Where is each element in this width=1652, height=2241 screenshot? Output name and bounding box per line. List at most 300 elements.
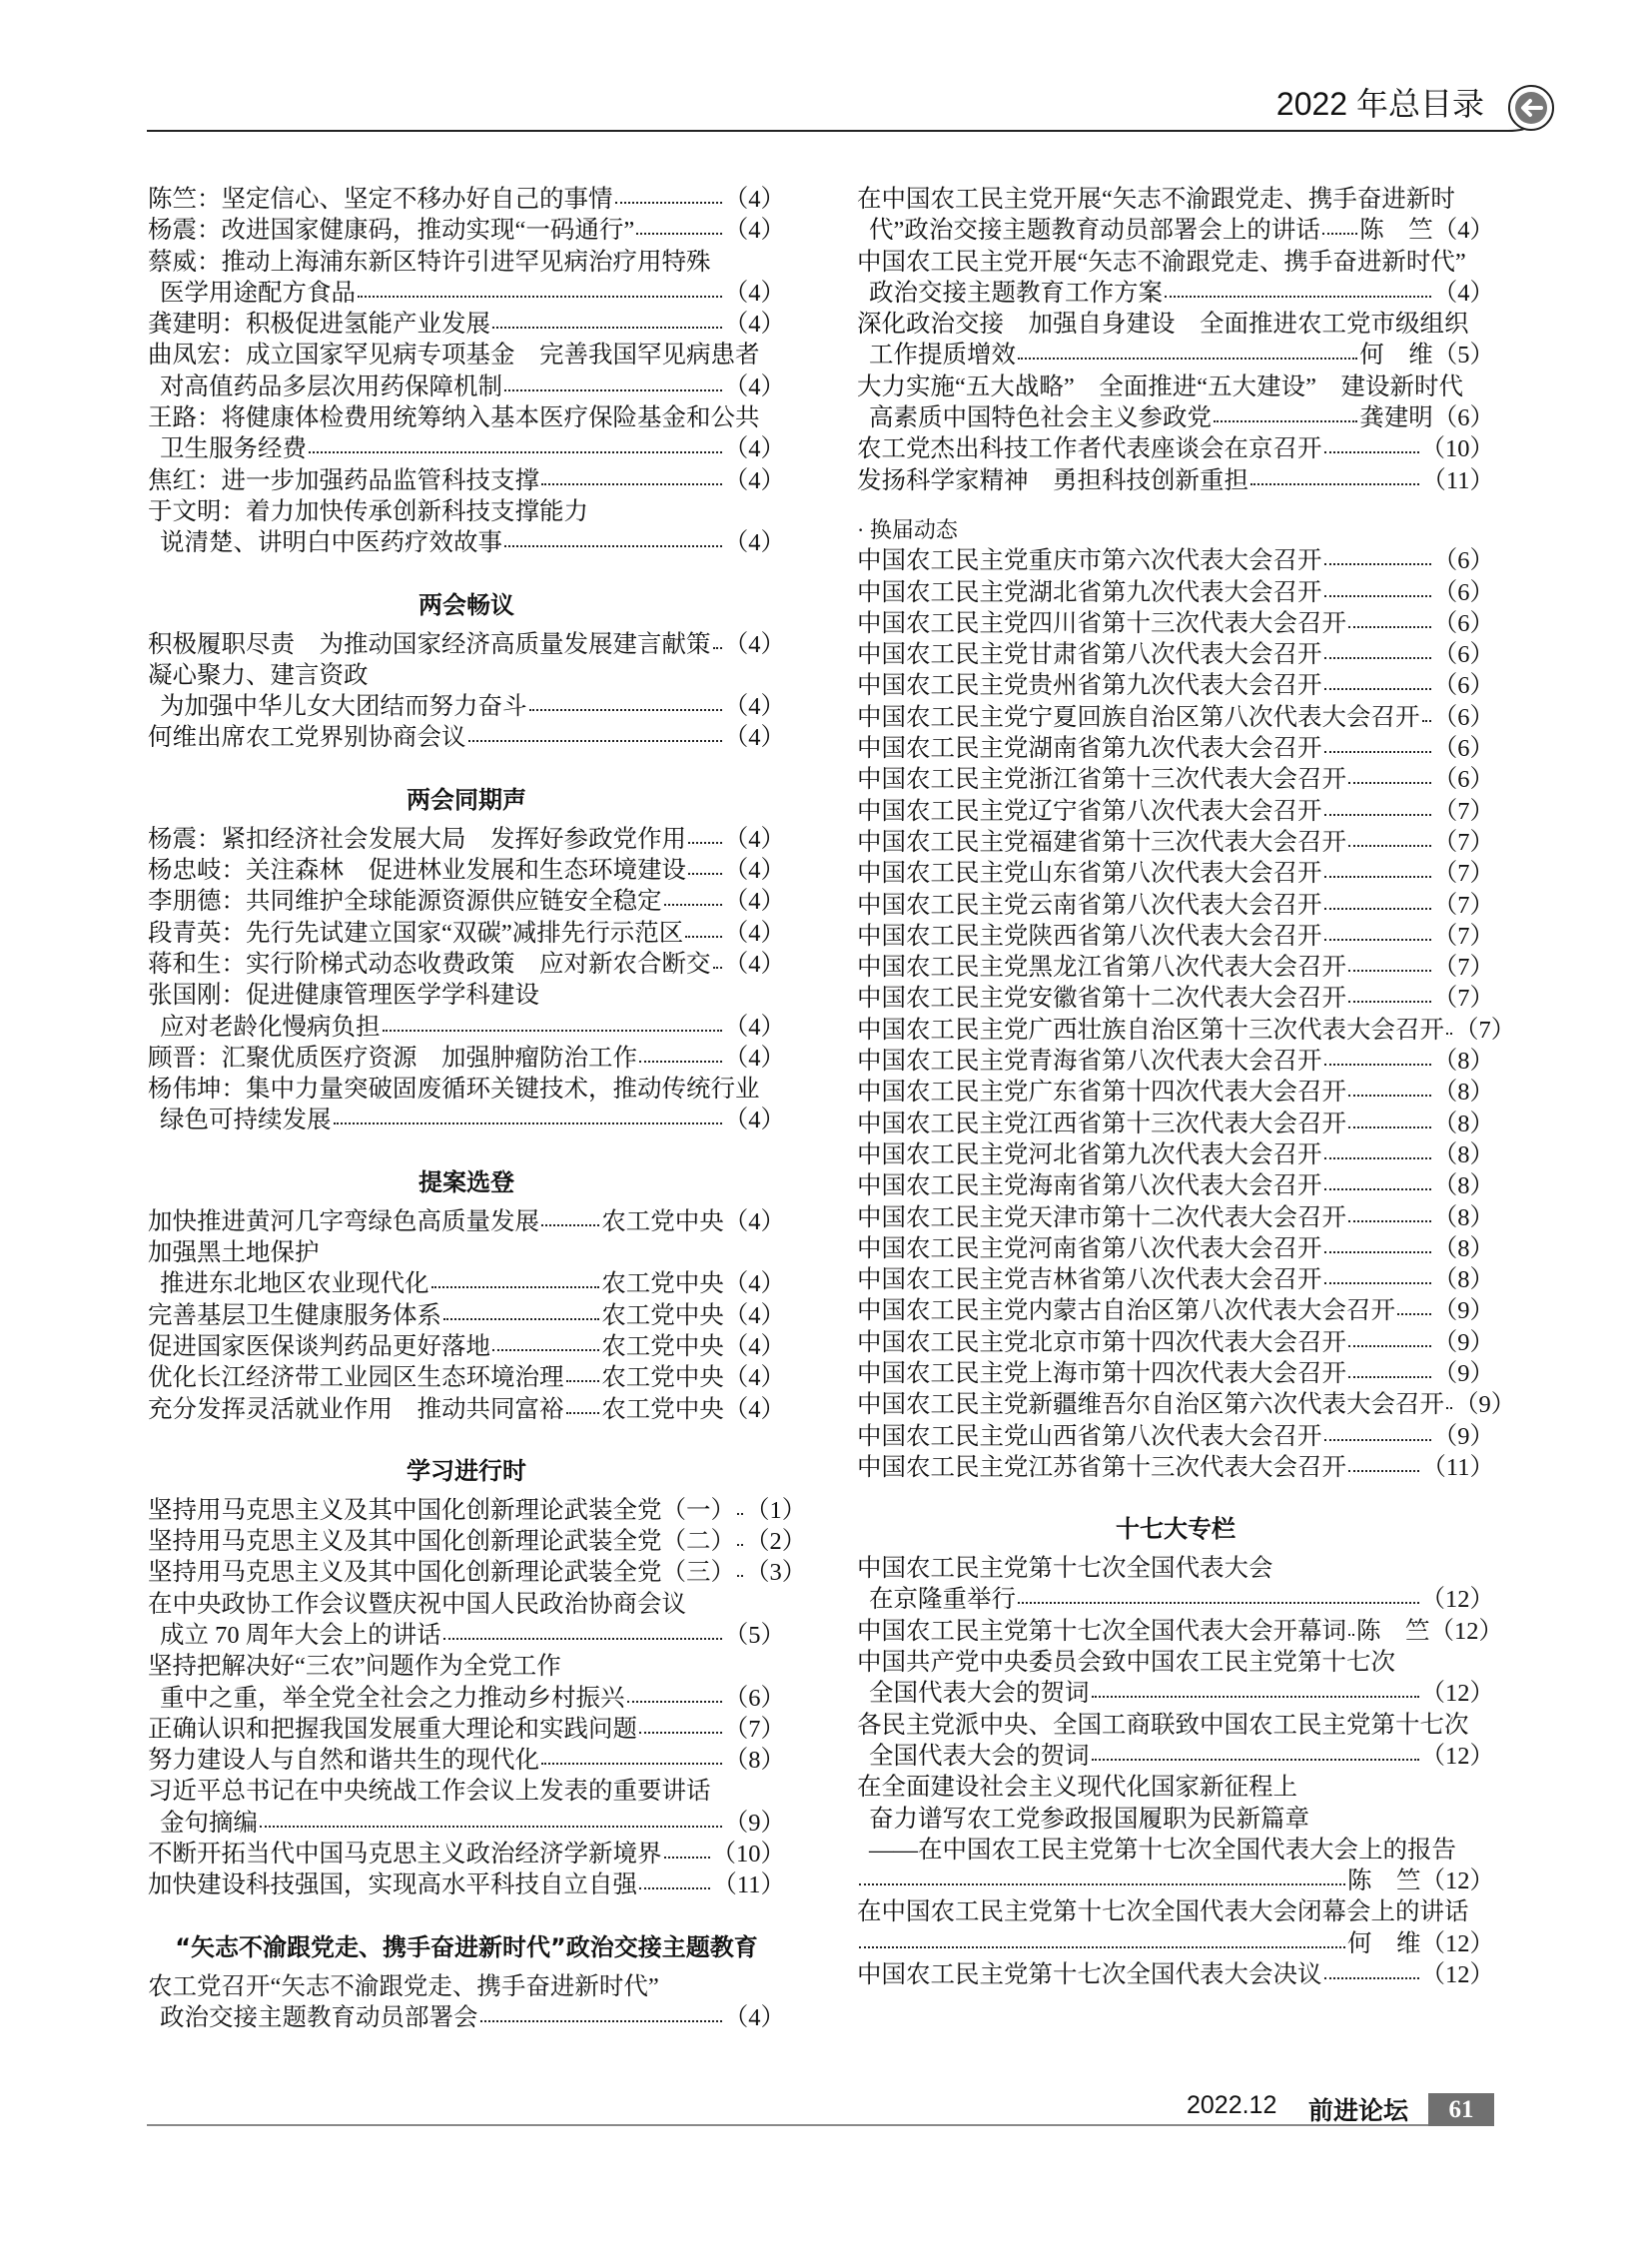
toc-entry-line — [148, 980, 785, 1011]
toc-entry[interactable] — [148, 1839, 785, 1869]
toc-entry[interactable] — [148, 1776, 785, 1839]
toc-entry-last-line — [148, 465, 785, 496]
toc-entry-page: （4） — [723, 1107, 785, 1134]
toc-entry-page: （4） — [723, 1207, 785, 1235]
toc-entry-last-line — [857, 890, 1494, 921]
dot-leader — [1250, 479, 1419, 485]
toc-entry-line — [857, 1647, 1494, 1678]
toc-entry-title: 何维出席农工党界别协商会议 — [148, 724, 466, 752]
toc-entry-last-line — [148, 1362, 785, 1393]
toc-entry-page: （12） — [1429, 1617, 1503, 1645]
dot-leader — [383, 1026, 722, 1032]
toc-entry[interactable] — [857, 1710, 1494, 1773]
toc-entry-last-line — [857, 983, 1494, 1014]
toc-entry-title: 推进东北地区农业现代化 — [160, 1270, 429, 1298]
toc-entry-line — [857, 184, 1494, 215]
dot-leader — [1348, 778, 1431, 784]
dot-leader — [713, 643, 722, 649]
toc-entry[interactable] — [857, 1358, 1494, 1389]
toc-entry[interactable] — [148, 980, 785, 1043]
toc-entry[interactable] — [857, 1959, 1494, 1990]
toc-entry-page: （11） — [1421, 1453, 1494, 1481]
toc-entry-title: 习近平总书记在中央统战工作会议上发表的重要讲话 — [148, 1778, 711, 1806]
toc-entry[interactable] — [857, 1896, 1494, 1959]
toc-entry-title: 凝心聚力、建言资政 — [148, 661, 369, 689]
toc-entry-author: 农工党中央 — [601, 1301, 724, 1329]
toc-entry[interactable] — [857, 702, 1494, 733]
toc-entry[interactable] — [857, 827, 1494, 858]
dot-leader — [859, 1879, 1345, 1885]
toc-entry-author: 龚建明 — [1359, 404, 1433, 432]
toc-entry-last-line — [857, 1584, 1494, 1615]
dot-leader — [685, 932, 722, 938]
dot-leader — [1446, 1403, 1452, 1409]
toc-entry-last-line — [857, 1866, 1494, 1896]
dot-leader — [615, 198, 722, 204]
toc-entry-last-line — [857, 215, 1494, 246]
toc-entry-title: 卫生服务经费 — [160, 435, 307, 463]
toc-entry-last-line — [857, 670, 1494, 701]
toc-entry[interactable] — [148, 465, 785, 496]
toc-entry-last-line — [857, 465, 1494, 496]
toc-entry-title: 陈竺：坚定信心、坚定不移办好自己的事情 — [148, 186, 613, 213]
toc-entry-last-line — [857, 545, 1494, 576]
toc-entry[interactable] — [148, 1043, 785, 1074]
toc-entry-last-line — [857, 1109, 1494, 1139]
section-heading: 学习进行时 — [407, 1456, 526, 1485]
toc-entry[interactable] — [148, 886, 785, 917]
dot-leader — [1018, 354, 1357, 360]
dot-leader — [1348, 1341, 1431, 1347]
toc-entry-page: （6） — [1432, 404, 1494, 432]
toc-entry-last-line — [148, 855, 785, 886]
toc-entry-last-line — [857, 952, 1494, 983]
toc-entry[interactable] — [148, 1971, 785, 2034]
dot-leader — [1324, 810, 1431, 816]
toc-entry-title: 中国农工民主党福建省第十三次代表大会召开 — [857, 828, 1346, 856]
toc-entry[interactable] — [857, 1452, 1494, 1483]
toc-entry[interactable] — [857, 952, 1494, 983]
toc-entry-page: （7） — [1432, 922, 1494, 950]
dot-leader — [1324, 447, 1419, 453]
toc-entry[interactable] — [148, 496, 785, 559]
toc-entry-page: （8） — [1432, 1234, 1494, 1262]
toc-entry-title: 优化长江经济带工业园区生态环境治理 — [148, 1364, 564, 1392]
toc-entry-title: 应对老龄化慢病负担 — [160, 1013, 381, 1041]
toc-entry-last-line — [148, 1526, 807, 1557]
dot-leader — [334, 1119, 722, 1124]
toc-entry-page: （4） — [723, 888, 785, 916]
toc-entry-title: 在全面建设社会主义现代化国家新征程上 — [857, 1774, 1297, 1802]
toc-entry[interactable] — [857, 433, 1494, 464]
toc-entry-title: 中国农工民主党第十七次全国代表大会 — [857, 1555, 1273, 1583]
toc-entry[interactable] — [148, 1589, 785, 1652]
toc-entry-last-line — [148, 722, 785, 753]
toc-entry-title: 中国农工民主党河北省第九次代表大会召开 — [857, 1140, 1322, 1168]
toc-entry-last-line — [148, 1012, 785, 1043]
section-heading: 提案选登 — [418, 1167, 514, 1196]
toc-entry-last-line — [857, 921, 1494, 952]
dot-leader — [260, 1822, 722, 1828]
toc-entry-title: 完善基层卫生健康服务体系 — [148, 1301, 441, 1329]
toc-entry-last-line — [857, 1170, 1494, 1201]
toc-entry-page: （4） — [723, 373, 785, 400]
toc-entry-last-line — [857, 1046, 1494, 1077]
toc-entry-title: 中国农工民主党辽宁省第八次代表大会召开 — [857, 797, 1322, 825]
toc-entry-last-line — [857, 1616, 1503, 1647]
toc-entry[interactable] — [857, 372, 1494, 434]
toc-entry-author: 农工党中央 — [601, 1332, 724, 1360]
toc-entry-last-line — [148, 1394, 785, 1425]
toc-entry-page: （6） — [1432, 609, 1494, 637]
dot-leader — [1324, 747, 1431, 753]
dot-leader — [737, 1540, 743, 1546]
header-rule — [0, 70, 1652, 150]
toc-entry-title: 段青英：先行先试建立国家“双碳”减排先行示范区 — [148, 919, 684, 947]
back-arrow-circle-icon[interactable] — [1509, 86, 1553, 130]
toc-entry-last-line — [148, 1331, 785, 1362]
toc-entry[interactable] — [148, 1557, 807, 1588]
toc-entry-last-line — [148, 918, 785, 949]
dot-leader — [566, 1408, 600, 1414]
dot-leader — [1214, 416, 1357, 422]
toc-entry[interactable] — [148, 1362, 785, 1393]
toc-entry-last-line — [857, 1015, 1516, 1046]
toc-entry-page: （12） — [1420, 1961, 1494, 1989]
toc-entry-last-line — [857, 702, 1494, 733]
toc-entry[interactable] — [857, 1772, 1494, 1896]
toc-entry-author: 农工党中央 — [601, 1207, 724, 1235]
toc-entry[interactable] — [857, 890, 1494, 921]
toc-entry-title: 正确认识和把握我国发展重大理论和实践问题 — [148, 1715, 637, 1743]
toc-entry[interactable] — [857, 309, 1494, 372]
dot-leader — [1348, 1122, 1431, 1128]
section-heading: 两会同期声 — [407, 785, 526, 814]
toc-entry[interactable] — [148, 629, 785, 660]
toc-entry-last-line — [148, 433, 785, 464]
dot-leader — [431, 1282, 600, 1288]
toc-entry-author: 农工党中央 — [601, 1270, 724, 1298]
toc-entry-page: （8） — [1432, 1266, 1494, 1294]
toc-entry-title: 焦红：进一步加强药品监管科技支撑 — [148, 466, 539, 494]
dot-leader — [1348, 622, 1431, 628]
toc-entry[interactable] — [857, 1170, 1494, 1201]
toc-entry-page: （4） — [723, 724, 785, 752]
toc-entry-title: 中国共产党中央委员会致中国农工民主党第十七次 — [857, 1649, 1395, 1677]
toc-entry[interactable] — [857, 921, 1494, 952]
toc-entry-title: 龚建明：积极促进氢能产业发展 — [148, 311, 490, 339]
toc-entry[interactable] — [857, 465, 1494, 496]
dot-leader — [1324, 872, 1431, 878]
toc-entry[interactable] — [148, 184, 785, 215]
toc-entry-page: （6） — [1432, 641, 1494, 669]
toc-entry-page: （4） — [723, 466, 785, 494]
toc-entry-last-line — [148, 1105, 785, 1135]
toc-entry[interactable] — [148, 247, 785, 310]
toc-entry-title: 顾晋：汇聚优质医疗资源 加强肿瘤防治工作 — [148, 1044, 637, 1072]
toc-left-column — [148, 184, 807, 2033]
toc-entry[interactable] — [148, 918, 785, 949]
toc-entry-title: 加快推进黄河几字弯绿色高质量发展 — [148, 1207, 539, 1235]
toc-entry[interactable] — [857, 1421, 1494, 1452]
toc-entry-last-line — [148, 1869, 785, 1900]
toc-entry-last-line — [857, 1421, 1494, 1452]
toc-entry-page: （5） — [723, 1621, 785, 1649]
toc-entry[interactable] — [148, 855, 785, 886]
toc-entry-page: （7） — [1454, 1016, 1516, 1044]
dot-leader — [480, 2016, 722, 2022]
toc-entry[interactable] — [148, 309, 785, 340]
toc-entry-title: 于文明：着力加快传承创新科技支撑能力 — [148, 497, 588, 525]
toc-entry[interactable] — [857, 733, 1494, 764]
toc-entry[interactable] — [857, 1077, 1494, 1108]
dot-leader — [1165, 292, 1431, 298]
toc-entry[interactable] — [148, 215, 785, 246]
toc-entry-last-line — [857, 1233, 1494, 1264]
toc-entry-line — [148, 1237, 785, 1268]
toc-entry-title: ——在中国农工民主党第十七次全国代表大会上的报告 — [869, 1836, 1456, 1864]
toc-entry-page: （4） — [723, 1270, 785, 1298]
toc-entry[interactable] — [148, 824, 785, 855]
footer-rule — [147, 2124, 1429, 2126]
dot-leader — [737, 1509, 743, 1515]
toc-entry-page: （4） — [723, 217, 785, 245]
toc-entry-line — [148, 1074, 785, 1105]
toc-entry[interactable] — [857, 1202, 1494, 1233]
toc-entry[interactable] — [857, 1389, 1516, 1420]
toc-entry-page: （4） — [723, 1364, 785, 1392]
toc-entry[interactable] — [857, 608, 1494, 639]
dot-leader — [737, 1571, 743, 1577]
toc-entry[interactable] — [857, 1015, 1516, 1046]
toc-entry-last-line — [857, 278, 1494, 309]
toc-entry-page: （1） — [745, 1496, 807, 1524]
toc-entry-page: （8） — [1432, 1110, 1494, 1137]
dot-leader — [1324, 1435, 1431, 1441]
toc-entry-last-line — [148, 1808, 785, 1839]
toc-entry-page: （12） — [1420, 1680, 1494, 1708]
toc-entry-title: 中国农工民主党天津市第十二次代表大会召开 — [857, 1203, 1346, 1231]
toc-entry-page: （12） — [1420, 1868, 1494, 1895]
dot-leader — [309, 447, 722, 453]
toc-entry-line — [148, 1589, 785, 1620]
dot-leader — [504, 541, 722, 547]
toc-entry[interactable] — [857, 796, 1494, 827]
toc-entry-title: 大力实施“五大战略” 全面推进“五大建设” 建设新时代 — [857, 373, 1463, 400]
toc-entry-title: 中国农工民主党湖北省第九次代表大会召开 — [857, 578, 1322, 606]
toc-entry-title: 杨震：改进国家健康码，推动实现“一码通行” — [148, 217, 635, 245]
toc-entry[interactable] — [148, 1331, 785, 1362]
toc-entry-page: （8） — [1432, 1203, 1494, 1231]
toc-entry-title: 中国农工民主党河南省第八次代表大会召开 — [857, 1234, 1322, 1262]
toc-entry-title: 全国代表大会的贺词 — [869, 1742, 1090, 1770]
footer-issue-date: 2022.12 — [1187, 2091, 1277, 2119]
toc-entry[interactable] — [857, 1264, 1494, 1295]
footer-magazine-name: 前进论坛 — [1308, 2096, 1409, 2125]
dot-leader — [639, 1883, 710, 1889]
toc-entry-page: （6） — [1432, 703, 1494, 731]
toc-entry[interactable] — [148, 1495, 807, 1526]
section-heading: “矢志不渝跟党走、携手奋进新时代”政治交接主题教育 — [175, 1932, 758, 1961]
toc-entry[interactable] — [148, 1651, 785, 1714]
toc-entry-last-line — [148, 278, 785, 309]
toc-entry-page: （7） — [1432, 954, 1494, 982]
toc-entry[interactable] — [857, 639, 1494, 670]
toc-entry-last-line — [857, 858, 1494, 889]
toc-entry-page: （6） — [1432, 735, 1494, 763]
toc-entry[interactable] — [857, 1109, 1494, 1139]
toc-entry-page: （6） — [1432, 672, 1494, 700]
toc-entry-page: （8） — [1432, 1048, 1494, 1076]
toc-entry-title: 在中国农工民主党开展“矢志不渝跟党走、携手奋进新时 — [857, 186, 1455, 213]
toc-entry-last-line — [857, 433, 1494, 464]
toc-entry-last-line — [857, 1741, 1494, 1772]
toc-entry[interactable] — [148, 1300, 785, 1331]
toc-entry[interactable] — [148, 1714, 785, 1745]
toc-entry[interactable] — [148, 340, 785, 402]
toc-entry-page: （4） — [1432, 217, 1494, 245]
dot-leader — [541, 479, 722, 485]
dot-leader — [859, 1942, 1345, 1948]
toc-entry[interactable] — [857, 1553, 1494, 1616]
toc-entry-title: 成立 70 周年大会上的讲话 — [160, 1621, 441, 1649]
toc-entry-line — [857, 1772, 1494, 1803]
toc-entry-title: 不断开拓当代中国马克思主义政治经济学新境界 — [148, 1841, 662, 1868]
toc-entry[interactable] — [857, 983, 1494, 1014]
toc-entry[interactable] — [148, 949, 785, 980]
toc-entry[interactable] — [148, 660, 785, 723]
toc-entry-title: 中国农工民主党宁夏回族自治区第八次代表大会召开 — [857, 703, 1420, 731]
toc-entry[interactable] — [148, 1074, 785, 1136]
toc-entry[interactable] — [857, 1327, 1494, 1358]
toc-entry-title: 充分发挥灵活就业作用 推动共同富裕 — [148, 1395, 564, 1423]
toc-entry[interactable] — [857, 1233, 1494, 1264]
toc-entry[interactable] — [148, 1206, 785, 1237]
toc-entry[interactable] — [857, 577, 1494, 608]
toc-entry[interactable] — [148, 402, 785, 465]
toc-entry-page: （9） — [1432, 1422, 1494, 1450]
dot-leader — [492, 1345, 599, 1351]
toc-entry-line — [857, 1896, 1494, 1927]
toc-entry-last-line — [857, 1452, 1494, 1483]
toc-entry-title: 中国农工民主党广西壮族自治区第十三次代表大会召开 — [857, 1016, 1444, 1044]
toc-entry-last-line — [857, 764, 1494, 795]
toc-entry-page: （7） — [1432, 860, 1494, 888]
toc-entry-page: （6） — [1432, 547, 1494, 575]
toc-entry-page: （4） — [723, 1013, 785, 1041]
toc-entry-page: （9） — [723, 1809, 785, 1837]
dot-leader — [627, 1697, 722, 1703]
toc-entry-last-line — [857, 733, 1494, 764]
toc-entry-title: 曲凤宏：成立国家罕见病专项基金 完善我国罕见病患者 — [148, 342, 760, 370]
toc-entry[interactable] — [857, 1295, 1494, 1326]
toc-entry[interactable] — [857, 545, 1494, 576]
toc-entry[interactable] — [857, 247, 1494, 310]
toc-entry-title: 中国农工民主党四川省第十三次代表大会召开 — [857, 609, 1346, 637]
toc-entry-last-line — [857, 639, 1494, 670]
toc-entry-page: （4） — [723, 435, 785, 463]
toc-entry-author: 陈 竺 — [1347, 1868, 1421, 1895]
toc-entry[interactable] — [857, 858, 1494, 889]
dot-leader — [1348, 997, 1431, 1003]
toc-entry-page: （4） — [723, 1301, 785, 1329]
toc-entry-last-line — [148, 1620, 785, 1651]
dot-leader — [492, 323, 722, 329]
toc-entry-last-line — [148, 1683, 785, 1714]
toc-entry-title: 农工党杰出科技工作者代表座谈会在京召开 — [857, 435, 1322, 463]
toc-entry-author: 陈 竺 — [1359, 217, 1433, 245]
toc-entry[interactable] — [148, 1869, 785, 1900]
toc-entry-title: 农工党召开“矢志不渝跟党走、携手奋进新时代” — [148, 1972, 659, 2000]
toc-entry-page: （7） — [1432, 891, 1494, 919]
toc-entry-last-line — [857, 1139, 1494, 1170]
dot-leader — [358, 292, 722, 298]
toc-entry-title: 中国农工民主党黑龙江省第八次代表大会召开 — [857, 954, 1346, 982]
toc-entry-last-line — [148, 372, 785, 402]
toc-entry-last-line — [857, 402, 1494, 433]
toc-entry[interactable] — [857, 1647, 1494, 1710]
toc-entry-last-line — [148, 1557, 807, 1588]
dot-leader — [1324, 591, 1431, 597]
toc-entry-page: （2） — [745, 1528, 807, 1556]
dot-leader — [1092, 1755, 1419, 1761]
toc-entry-title: 高素质中国特色社会主义参政党 — [869, 404, 1212, 432]
toc-entry-last-line — [857, 1358, 1494, 1389]
toc-entry-line — [148, 1776, 785, 1807]
toc-entry[interactable] — [148, 722, 785, 753]
toc-entry[interactable] — [857, 1046, 1494, 1077]
toc-entry-title: 政治交接主题教育工作方案 — [869, 279, 1163, 307]
toc-entry-page: （4） — [723, 919, 785, 947]
toc-entry[interactable] — [148, 1745, 785, 1776]
toc-entry[interactable] — [857, 764, 1494, 795]
dot-leader — [1324, 1153, 1431, 1159]
dot-leader — [1324, 1060, 1431, 1066]
toc-entry-line — [857, 247, 1494, 278]
toc-entry[interactable] — [857, 184, 1494, 247]
dot-leader — [688, 869, 722, 875]
toc-entry-last-line — [857, 1389, 1516, 1420]
dot-leader — [1092, 1692, 1419, 1698]
toc-entry-line — [857, 309, 1494, 340]
toc-entry-title: 深化政治交接 加强自身建设 全面推进农工党市级组织 — [857, 311, 1469, 339]
toc-entry-line — [148, 402, 785, 433]
toc-entry-page: （9） — [1432, 1297, 1494, 1325]
toc-entry[interactable] — [857, 1139, 1494, 1170]
toc-entry[interactable] — [857, 670, 1494, 701]
toc-entry[interactable] — [148, 1237, 785, 1300]
toc-entry[interactable] — [148, 1394, 785, 1425]
dot-leader — [1322, 229, 1357, 235]
toc-entry-last-line — [148, 1300, 785, 1331]
toc-entry-last-line — [148, 1268, 785, 1299]
toc-entry-title: 中国农工民主党重庆市第六次代表大会召开 — [857, 547, 1322, 575]
toc-entry[interactable] — [148, 1526, 807, 1557]
toc-entry[interactable] — [857, 1616, 1503, 1647]
toc-entry-title: 中国农工民主党第十七次全国代表大会开幕词 — [857, 1617, 1346, 1645]
dot-leader — [1446, 1029, 1452, 1035]
toc-entry-page: （12） — [1420, 1586, 1494, 1614]
toc-entry-page: （8） — [1432, 1079, 1494, 1107]
toc-entry-last-line — [857, 796, 1494, 827]
dot-leader — [541, 1220, 599, 1226]
dot-leader — [639, 1057, 722, 1063]
toc-entry-page: （9） — [1454, 1391, 1516, 1419]
toc-entry-title: 工作提质增效 — [869, 342, 1016, 370]
toc-entry-line — [857, 1553, 1494, 1584]
toc-entry-title: 代”政治交接主题教育动员部署会上的讲话 — [869, 217, 1320, 245]
dot-leader — [1324, 559, 1431, 565]
